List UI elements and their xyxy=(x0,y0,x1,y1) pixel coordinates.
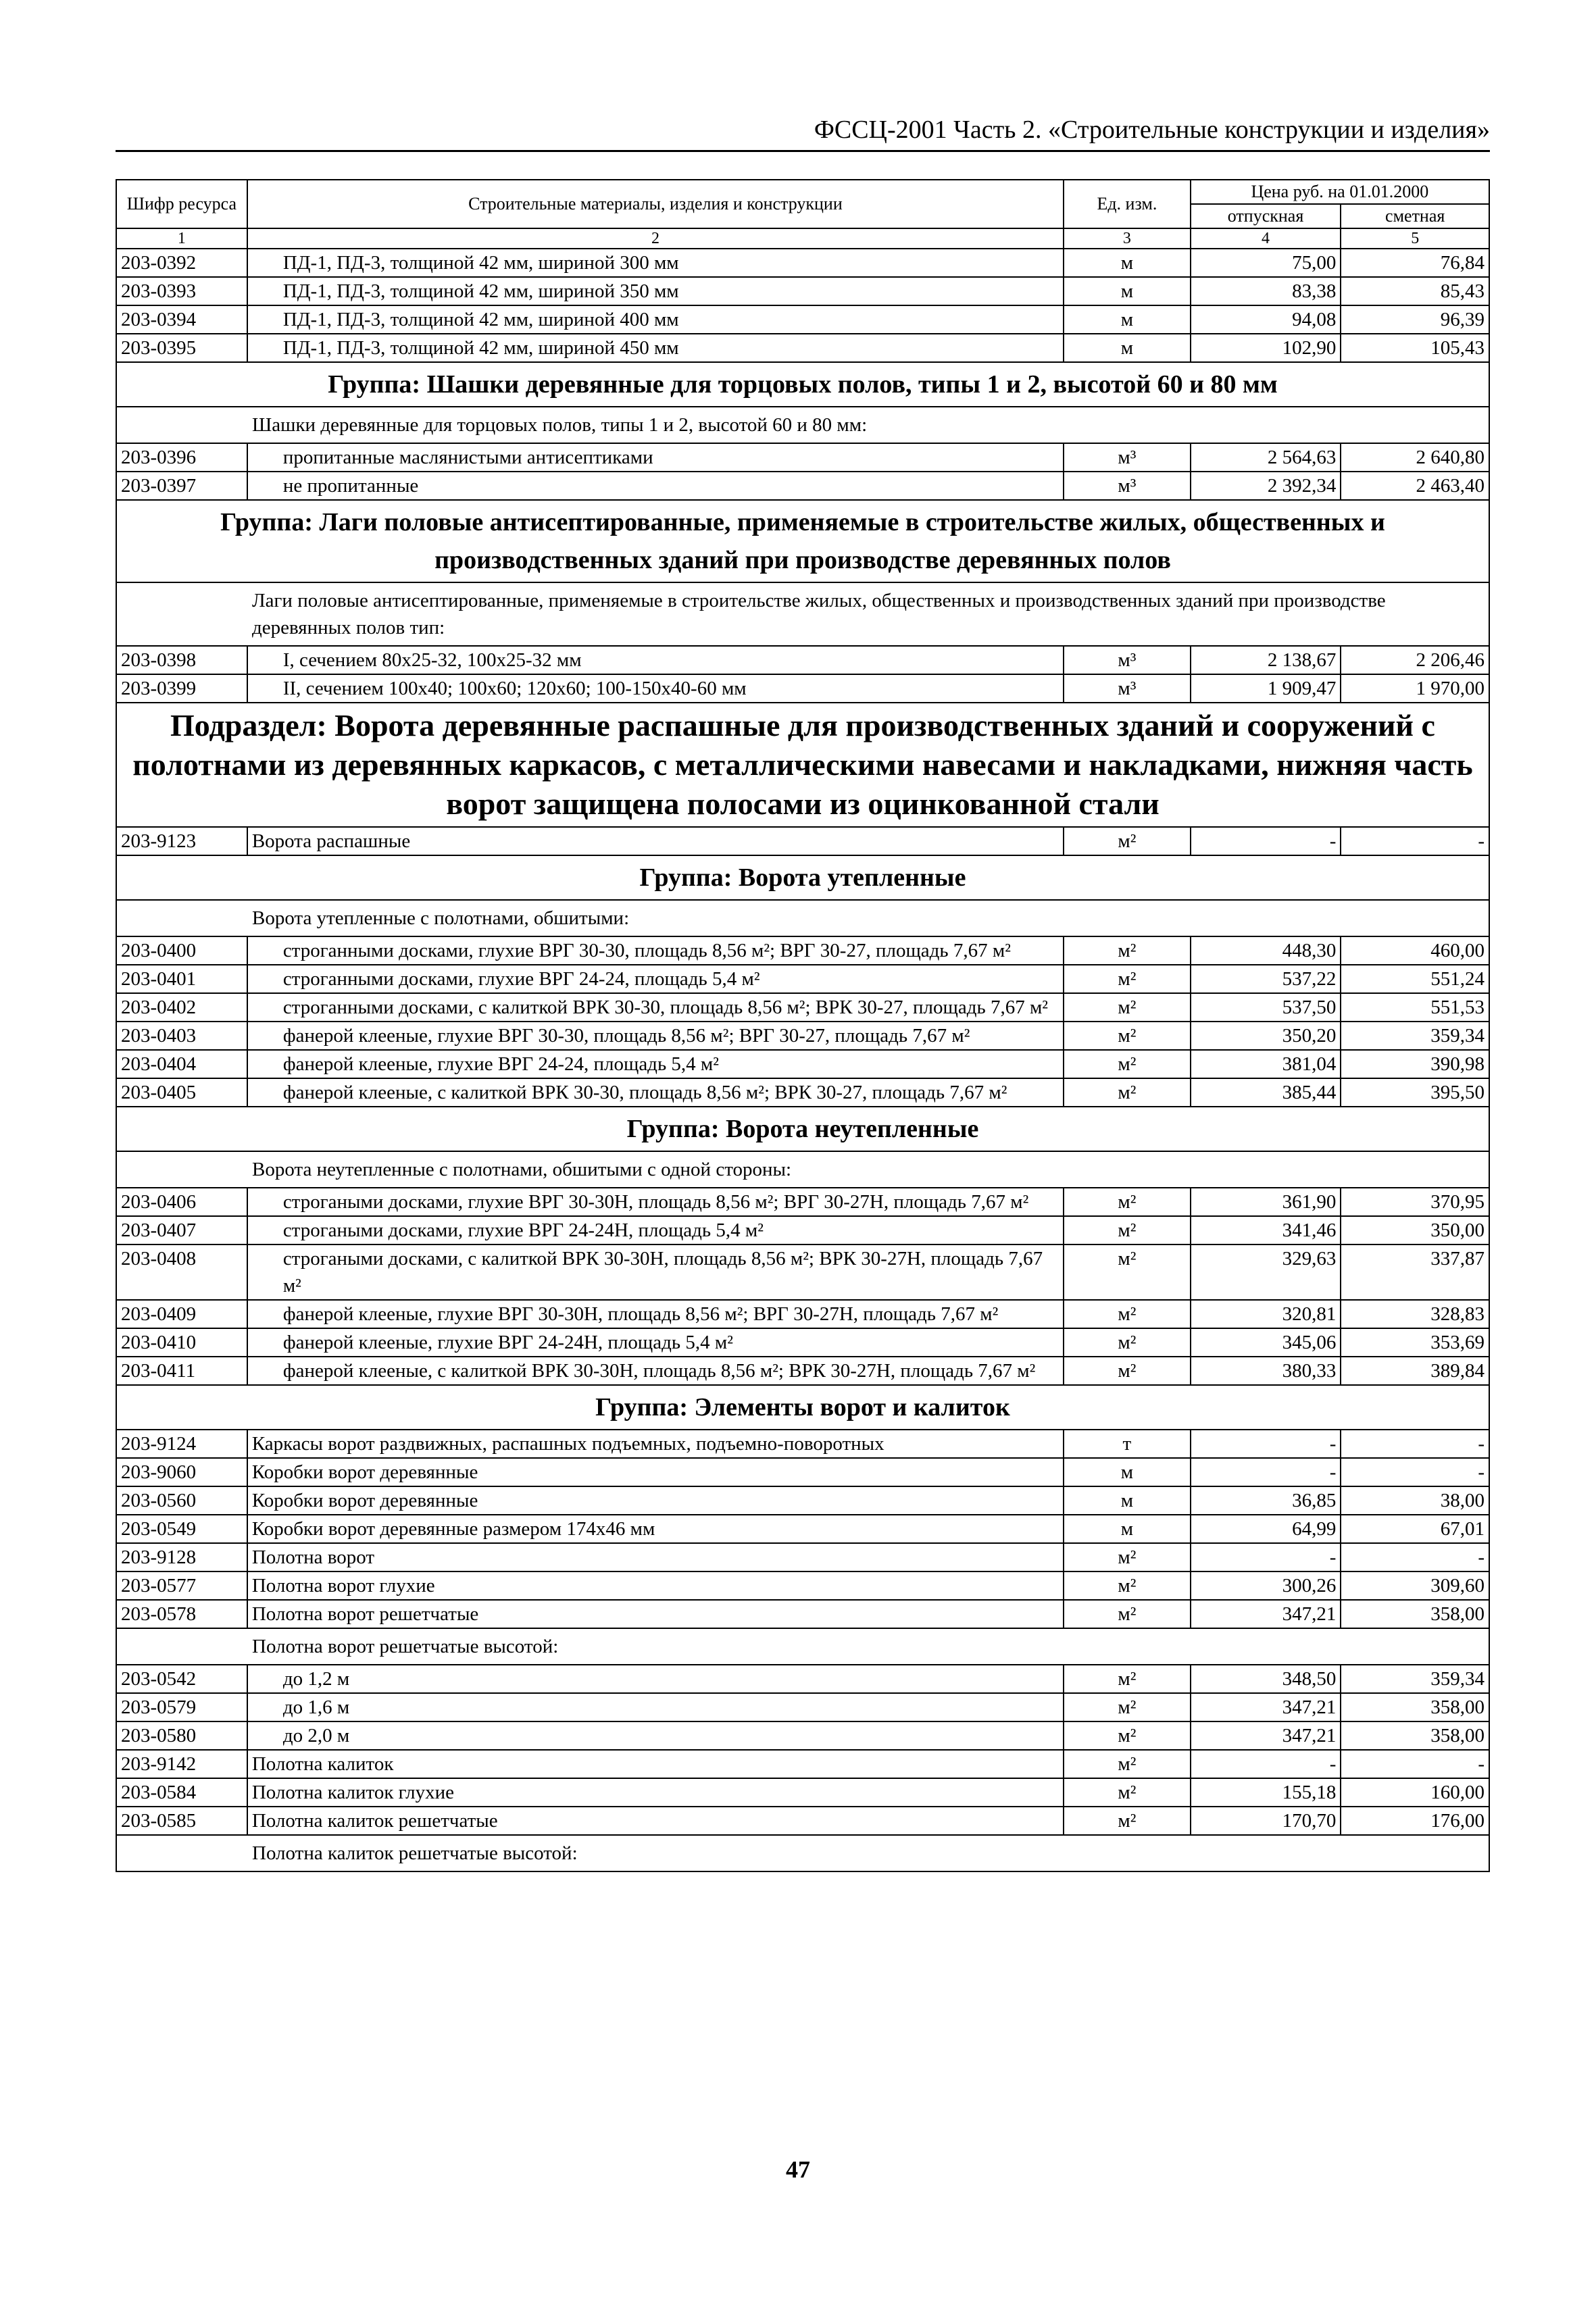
table-row xyxy=(116,1543,1489,1571)
material-name: строганными досками, глухие ВРГ 24-24, площадь 5,4 м² xyxy=(247,965,1064,993)
release-price: 1 909,47 xyxy=(1191,674,1341,703)
table-row xyxy=(116,674,1489,703)
column-number-row xyxy=(116,228,1489,249)
estimate-price: 2 463,40 xyxy=(1341,472,1489,500)
table-row xyxy=(116,993,1489,1022)
release-price: 347,21 xyxy=(1191,1600,1341,1628)
material-name: ПД-1, ПД-3, толщиной 42 мм, шириной 400 мм xyxy=(247,305,1064,334)
resource-code: 203-0401 xyxy=(116,965,247,993)
unit: м xyxy=(1064,249,1191,277)
estimate-price: 1 970,00 xyxy=(1341,674,1489,703)
release-price: 341,46 xyxy=(1191,1216,1341,1244)
unit: м² xyxy=(1064,1022,1191,1050)
release-price: 64,99 xyxy=(1191,1515,1341,1543)
table-row xyxy=(116,1050,1489,1078)
unit: м xyxy=(1064,305,1191,334)
estimate-price: 370,95 xyxy=(1341,1188,1489,1216)
unit: м² xyxy=(1064,827,1191,855)
table-row xyxy=(116,1188,1489,1216)
unit: м² xyxy=(1064,1600,1191,1628)
group-description: Ворота утепленные с полотнами, обшитыми: xyxy=(116,900,1489,936)
estimate-price: 358,00 xyxy=(1341,1600,1489,1628)
description-row xyxy=(116,582,1489,646)
release-price: 170,70 xyxy=(1191,1807,1341,1835)
unit: м² xyxy=(1064,1571,1191,1600)
table-row xyxy=(116,1430,1489,1458)
estimate-price: 353,69 xyxy=(1341,1328,1489,1357)
group-description: Полотна ворот решетчатые высотой: xyxy=(116,1628,1489,1665)
estimate-price: 85,43 xyxy=(1341,277,1489,305)
group-heading: Группа: Элементы ворот и калиток xyxy=(116,1385,1489,1430)
resource-code: 203-0394 xyxy=(116,305,247,334)
material-name: ПД-1, ПД-3, толщиной 42 мм, шириной 300 мм xyxy=(247,249,1064,277)
estimate-price: 395,50 xyxy=(1341,1078,1489,1107)
unit: м² xyxy=(1064,1357,1191,1385)
estimate-price: 67,01 xyxy=(1341,1515,1489,1543)
estimate-price: - xyxy=(1341,1543,1489,1571)
group-heading: Группа: Ворота утепленные xyxy=(116,855,1489,900)
estimate-price: 460,00 xyxy=(1341,936,1489,965)
resource-code: 203-0549 xyxy=(116,1515,247,1543)
unit: м² xyxy=(1064,1188,1191,1216)
release-price: 300,26 xyxy=(1191,1571,1341,1600)
group-heading-row xyxy=(116,362,1489,407)
table-row xyxy=(116,646,1489,674)
resource-code: 203-0560 xyxy=(116,1486,247,1515)
group-heading: Группа: Лаги половые антисептированные, применяемые в строительстве жилых, общественных и производственных зданий при производстве деревянных полов xyxy=(116,500,1489,582)
resource-code: 203-0405 xyxy=(116,1078,247,1107)
estimate-price: - xyxy=(1341,827,1489,855)
table-row xyxy=(116,1486,1489,1515)
table-row xyxy=(116,1778,1489,1807)
estimate-price: 389,84 xyxy=(1341,1357,1489,1385)
group-description: Полотна калиток решетчатые высотой: xyxy=(116,1835,1489,1871)
resource-code: 203-0402 xyxy=(116,993,247,1022)
resource-code: 203-0585 xyxy=(116,1807,247,1835)
material-name: не пропитанные xyxy=(247,472,1064,500)
estimate-price: 359,34 xyxy=(1341,1022,1489,1050)
resource-code: 203-0397 xyxy=(116,472,247,500)
unit: т xyxy=(1064,1430,1191,1458)
estimate-price: 160,00 xyxy=(1341,1778,1489,1807)
material-name: строгаными досками, с калиткой ВРК 30-30Н, площадь 8,56 м²; ВРК 30-27Н, площадь 7,67 м² xyxy=(247,1244,1064,1300)
estimate-price: - xyxy=(1341,1430,1489,1458)
unit: м² xyxy=(1064,1750,1191,1778)
resource-code: 203-0584 xyxy=(116,1778,247,1807)
unit: м xyxy=(1064,1458,1191,1486)
resource-code: 203-0403 xyxy=(116,1022,247,1050)
unit: м² xyxy=(1064,1300,1191,1328)
resource-code: 203-0411 xyxy=(116,1357,247,1385)
material-name: Полотна ворот глухие xyxy=(247,1571,1064,1600)
table-row xyxy=(116,827,1489,855)
col-number: 2 xyxy=(247,228,1064,249)
material-name: фанерой клееные, с калиткой ВРК 30-30Н, площадь 8,56 м²; ВРК 30-27Н, площадь 7,67 м² xyxy=(247,1357,1064,1385)
resource-code: 203-9128 xyxy=(116,1543,247,1571)
resource-code: 203-0398 xyxy=(116,646,247,674)
unit: м² xyxy=(1064,1078,1191,1107)
table-row xyxy=(116,1078,1489,1107)
resource-code: 203-9060 xyxy=(116,1458,247,1486)
resource-code: 203-0407 xyxy=(116,1216,247,1244)
release-price: 75,00 xyxy=(1191,249,1341,277)
material-name: Коробки ворот деревянные xyxy=(247,1458,1064,1486)
release-price: - xyxy=(1191,1458,1341,1486)
resource-code: 203-0410 xyxy=(116,1328,247,1357)
col-header-estimate: сметная xyxy=(1341,204,1489,228)
unit: м² xyxy=(1064,1543,1191,1571)
material-name: Полотна калиток решетчатые xyxy=(247,1807,1064,1835)
material-name: Полотна калиток xyxy=(247,1750,1064,1778)
price-table xyxy=(116,179,1490,1872)
group-description: Ворота неутепленные с полотнами, обшитыми с одной стороны: xyxy=(116,1151,1489,1188)
resource-code: 203-0404 xyxy=(116,1050,247,1078)
group-heading-row xyxy=(116,500,1489,582)
unit: м³ xyxy=(1064,472,1191,500)
estimate-price: 38,00 xyxy=(1341,1486,1489,1515)
unit: м³ xyxy=(1064,443,1191,472)
estimate-price: - xyxy=(1341,1458,1489,1486)
table-row xyxy=(116,1721,1489,1750)
material-name: Полотна калиток глухие xyxy=(247,1778,1064,1807)
material-name: строганными досками, с калиткой ВРК 30-30, площадь 8,56 м²; ВРК 30-27, площадь 7,67 м² xyxy=(247,993,1064,1022)
release-price: 2 564,63 xyxy=(1191,443,1341,472)
table-row xyxy=(116,1665,1489,1693)
table-row xyxy=(116,277,1489,305)
release-price: - xyxy=(1191,1430,1341,1458)
unit: м xyxy=(1064,1515,1191,1543)
release-price: 102,90 xyxy=(1191,334,1341,362)
estimate-price: 350,00 xyxy=(1341,1216,1489,1244)
col-header-price: Цена руб. на 01.01.2000 xyxy=(1191,180,1489,204)
table-row xyxy=(116,1328,1489,1357)
material-name: строганными досками, глухие ВРГ 30-30, площадь 8,56 м²; ВРГ 30-27, площадь 7,67 м² xyxy=(247,936,1064,965)
description-row xyxy=(116,900,1489,936)
col-number: 4 xyxy=(1191,228,1341,249)
estimate-price: 551,53 xyxy=(1341,993,1489,1022)
release-price: - xyxy=(1191,1750,1341,1778)
release-price: 380,33 xyxy=(1191,1357,1341,1385)
material-name: Ворота распашные xyxy=(247,827,1064,855)
material-name: фанерой клееные, с калиткой ВРК 30-30, площадь 8,56 м²; ВРК 30-27, площадь 7,67 м² xyxy=(247,1078,1064,1107)
table-row xyxy=(116,1571,1489,1600)
release-price: 385,44 xyxy=(1191,1078,1341,1107)
estimate-price: 337,87 xyxy=(1341,1244,1489,1300)
resource-code: 203-0578 xyxy=(116,1600,247,1628)
table-row xyxy=(116,1807,1489,1835)
unit: м² xyxy=(1064,993,1191,1022)
table-row xyxy=(116,1515,1489,1543)
material-name: фанерой клееные, глухие ВРГ 24-24Н, площадь 5,4 м² xyxy=(247,1328,1064,1357)
material-name: до 2,0 м xyxy=(247,1721,1064,1750)
estimate-price: 390,98 xyxy=(1341,1050,1489,1078)
material-name: Коробки ворот деревянные xyxy=(247,1486,1064,1515)
resource-code: 203-0542 xyxy=(116,1665,247,1693)
release-price: 347,21 xyxy=(1191,1693,1341,1721)
material-name: I, сечением 80x25-32, 100x25-32 мм xyxy=(247,646,1064,674)
unit: м² xyxy=(1064,936,1191,965)
resource-code: 203-9123 xyxy=(116,827,247,855)
table-row xyxy=(116,1357,1489,1385)
unit: м² xyxy=(1064,1778,1191,1807)
group-heading: Группа: Ворота неутепленные xyxy=(116,1107,1489,1151)
material-name: ПД-1, ПД-3, толщиной 42 мм, шириной 450 мм xyxy=(247,334,1064,362)
col-number: 3 xyxy=(1064,228,1191,249)
resource-code: 203-9124 xyxy=(116,1430,247,1458)
unit: м² xyxy=(1064,1244,1191,1300)
release-price: 320,81 xyxy=(1191,1300,1341,1328)
material-name: пропитанные маслянистыми антисептиками xyxy=(247,443,1064,472)
table-row xyxy=(116,1693,1489,1721)
table-row xyxy=(116,1600,1489,1628)
group-description: Лаги половые антисептированные, применяемые в строительстве жилых, общественных и производственных зданий при производстве деревянных полов тип: xyxy=(116,582,1489,646)
material-name: строгаными досками, глухие ВРГ 30-30Н, площадь 8,56 м²; ВРГ 30-27Н, площадь 7,67 м² xyxy=(247,1188,1064,1216)
resource-code: 203-0409 xyxy=(116,1300,247,1328)
page-number: 47 xyxy=(786,2156,810,2183)
resource-code: 203-0393 xyxy=(116,277,247,305)
running-header: ФССЦ-2001 Часть 2. «Строительные конструкции и изделия» xyxy=(116,115,1490,152)
release-price: 36,85 xyxy=(1191,1486,1341,1515)
unit: м³ xyxy=(1064,674,1191,703)
material-name: Полотна ворот решетчатые xyxy=(247,1600,1064,1628)
estimate-price: 2 206,46 xyxy=(1341,646,1489,674)
release-price: 94,08 xyxy=(1191,305,1341,334)
resource-code: 203-0579 xyxy=(116,1693,247,1721)
table-row xyxy=(116,249,1489,277)
resource-code: 203-0577 xyxy=(116,1571,247,1600)
material-name: ПД-1, ПД-3, толщиной 42 мм, шириной 350 мм xyxy=(247,277,1064,305)
group-heading-row xyxy=(116,1385,1489,1430)
col-header-unit: Ед. изм. xyxy=(1064,180,1191,228)
release-price: 350,20 xyxy=(1191,1022,1341,1050)
col-header-code: Шифр ресурса xyxy=(116,180,247,228)
release-price: - xyxy=(1191,1543,1341,1571)
material-name: Коробки ворот деревянные размером 174x46 мм xyxy=(247,1515,1064,1543)
release-price: 537,50 xyxy=(1191,993,1341,1022)
resource-code: 203-0395 xyxy=(116,334,247,362)
release-price: 2 392,34 xyxy=(1191,472,1341,500)
table-header-row xyxy=(116,180,1489,204)
group-description: Шашки деревянные для торцовых полов, типы 1 и 2, высотой 60 и 80 мм: xyxy=(116,407,1489,443)
estimate-price: 358,00 xyxy=(1341,1721,1489,1750)
subsection-heading: Подраздел: Ворота деревянные распашные для производственных зданий и сооружений с полотнами из деревянных каркасов, с металлическими навесами и накладками, нижняя часть ворот защищена полосами из оцинкованной стали xyxy=(116,703,1489,827)
table-row xyxy=(116,1244,1489,1300)
table-row xyxy=(116,305,1489,334)
unit: м² xyxy=(1064,1328,1191,1357)
description-row xyxy=(116,407,1489,443)
unit: м³ xyxy=(1064,646,1191,674)
col-number: 5 xyxy=(1341,228,1489,249)
description-row xyxy=(116,1628,1489,1665)
col-header-release: отпускная xyxy=(1191,204,1341,228)
col-number: 1 xyxy=(116,228,247,249)
release-price: - xyxy=(1191,827,1341,855)
material-name: до 1,2 м xyxy=(247,1665,1064,1693)
resource-code: 203-0400 xyxy=(116,936,247,965)
release-price: 537,22 xyxy=(1191,965,1341,993)
unit: м xyxy=(1064,277,1191,305)
table-row xyxy=(116,936,1489,965)
resource-code: 203-0392 xyxy=(116,249,247,277)
table-row xyxy=(116,1216,1489,1244)
material-name: II, сечением 100x40; 100x60; 120x60; 100-150x40-60 мм xyxy=(247,674,1064,703)
release-price: 361,90 xyxy=(1191,1188,1341,1216)
subsection-heading-row xyxy=(116,703,1489,827)
material-name: фанерой клееные, глухие ВРГ 30-30, площадь 8,56 м²; ВРГ 30-27, площадь 7,67 м² xyxy=(247,1022,1064,1050)
material-name: фанерой клееные, глухие ВРГ 24-24, площадь 5,4 м² xyxy=(247,1050,1064,1078)
estimate-price: - xyxy=(1341,1750,1489,1778)
unit: м² xyxy=(1064,965,1191,993)
release-price: 83,38 xyxy=(1191,277,1341,305)
resource-code: 203-0399 xyxy=(116,674,247,703)
material-name: фанерой клееные, глухие ВРГ 30-30Н, площадь 8,56 м²; ВРГ 30-27Н, площадь 7,67 м² xyxy=(247,1300,1064,1328)
description-row xyxy=(116,1151,1489,1188)
estimate-price: 96,39 xyxy=(1341,305,1489,334)
unit: м² xyxy=(1064,1050,1191,1078)
col-header-name: Строительные материалы, изделия и конструкции xyxy=(247,180,1064,228)
release-price: 155,18 xyxy=(1191,1778,1341,1807)
unit: м² xyxy=(1064,1693,1191,1721)
resource-code: 203-0406 xyxy=(116,1188,247,1216)
unit: м² xyxy=(1064,1807,1191,1835)
release-price: 381,04 xyxy=(1191,1050,1341,1078)
release-price: 2 138,67 xyxy=(1191,646,1341,674)
estimate-price: 359,34 xyxy=(1341,1665,1489,1693)
estimate-price: 551,24 xyxy=(1341,965,1489,993)
release-price: 348,50 xyxy=(1191,1665,1341,1693)
table-row xyxy=(116,1458,1489,1486)
group-heading: Группа: Шашки деревянные для торцовых полов, типы 1 и 2, высотой 60 и 80 мм xyxy=(116,362,1489,407)
table-row xyxy=(116,472,1489,500)
resource-code: 203-0408 xyxy=(116,1244,247,1300)
unit: м² xyxy=(1064,1665,1191,1693)
resource-code: 203-9142 xyxy=(116,1750,247,1778)
unit: м xyxy=(1064,334,1191,362)
material-name: Каркасы ворот раздвижных, распашных подъемных, подъемно-поворотных xyxy=(247,1430,1064,1458)
estimate-price: 76,84 xyxy=(1341,249,1489,277)
table-row xyxy=(116,965,1489,993)
table-row xyxy=(116,334,1489,362)
release-price: 329,63 xyxy=(1191,1244,1341,1300)
material-name: строгаными досками, глухие ВРГ 24-24Н, площадь 5,4 м² xyxy=(247,1216,1064,1244)
group-heading-row xyxy=(116,1107,1489,1151)
unit: м² xyxy=(1064,1721,1191,1750)
estimate-price: 2 640,80 xyxy=(1341,443,1489,472)
material-name: Полотна ворот xyxy=(247,1543,1064,1571)
estimate-price: 328,83 xyxy=(1341,1300,1489,1328)
release-price: 448,30 xyxy=(1191,936,1341,965)
estimate-price: 176,00 xyxy=(1341,1807,1489,1835)
release-price: 345,06 xyxy=(1191,1328,1341,1357)
table-row xyxy=(116,443,1489,472)
group-heading-row xyxy=(116,855,1489,900)
unit: м² xyxy=(1064,1216,1191,1244)
estimate-price: 105,43 xyxy=(1341,334,1489,362)
table-row xyxy=(116,1300,1489,1328)
unit: м xyxy=(1064,1486,1191,1515)
material-name: до 1,6 м xyxy=(247,1693,1064,1721)
resource-code: 203-0580 xyxy=(116,1721,247,1750)
estimate-price: 358,00 xyxy=(1341,1693,1489,1721)
description-row xyxy=(116,1835,1489,1871)
table-row xyxy=(116,1750,1489,1778)
release-price: 347,21 xyxy=(1191,1721,1341,1750)
estimate-price: 309,60 xyxy=(1341,1571,1489,1600)
table-row xyxy=(116,1022,1489,1050)
resource-code: 203-0396 xyxy=(116,443,247,472)
